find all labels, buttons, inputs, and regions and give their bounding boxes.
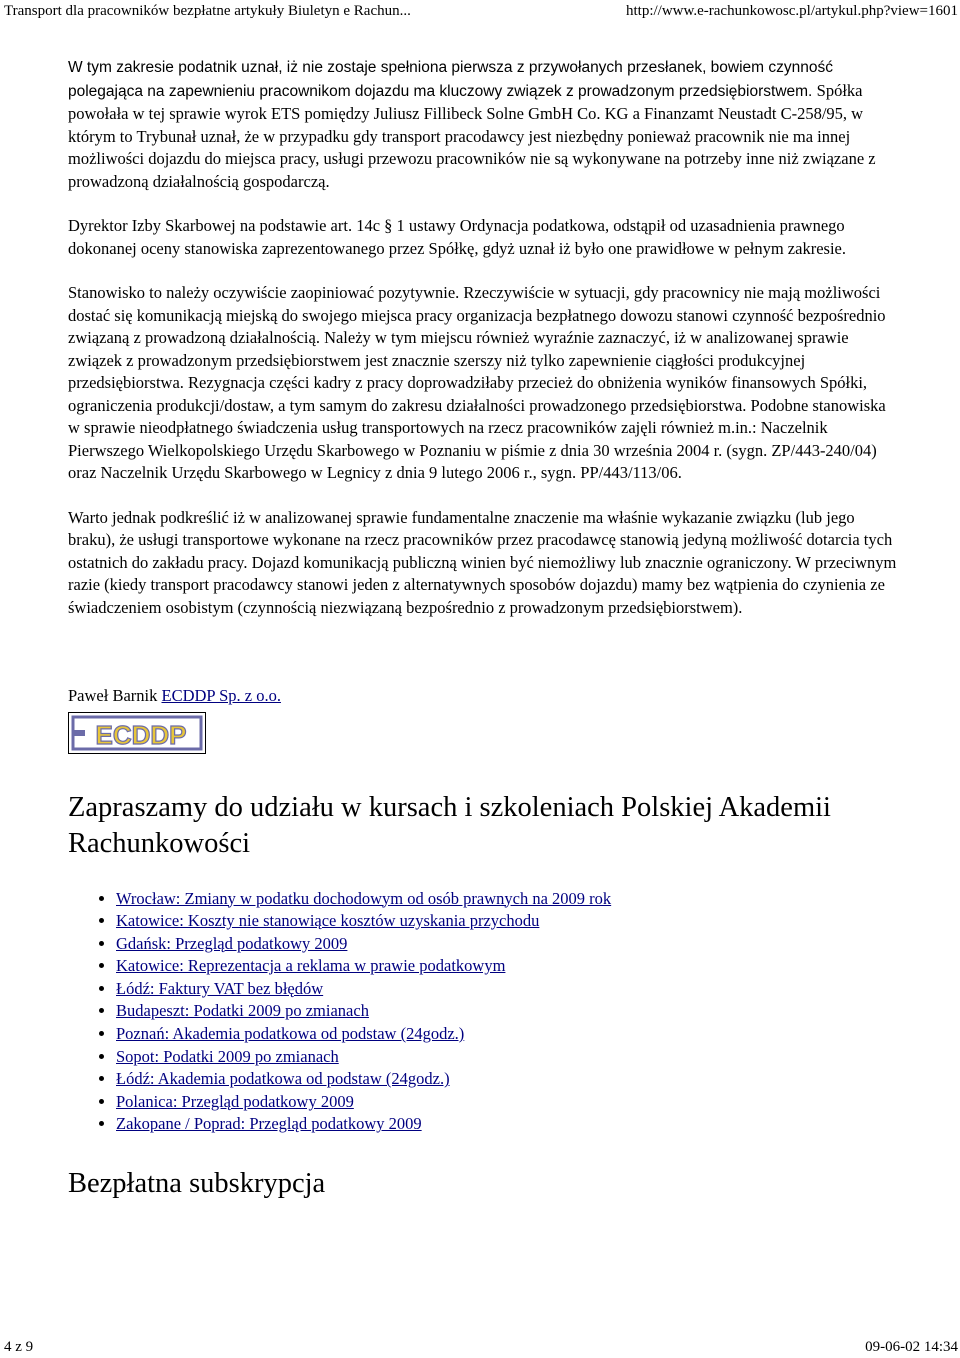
course-link[interactable]: Katowice: Reprezentacja a reklama w prawie podatkowym [116,956,506,976]
course-list-item [116,888,898,911]
author-name: Paweł Barnik [68,686,162,705]
page-url: http://www.e-rachunkowosc.pl/artykul.php?view=1601 [626,3,958,19]
page-title: Transport dla pracowników bezpłatne artykuły Biuletyn e Rachun... [4,3,411,19]
course-link[interactable]: Budapeszt: Podatki 2009 po zmianach [116,1001,369,1021]
course-list-item [116,1113,898,1136]
course-list-item [116,1068,898,1091]
course-list-item [116,1023,898,1046]
subscription-heading: Bezpłatna subskrypcja [68,1168,326,1200]
print-header [0,0,960,22]
course-list-item [116,1000,898,1023]
course-link[interactable]: Wrocław: Zmiany w podatku dochodowym od osób prawnych na 2009 rok [116,888,612,908]
course-link[interactable]: Katowice: Koszty nie stanowiące kosztów uzyskania przychodu [116,911,540,931]
course-link[interactable]: Poznań: Akademia podatkowa od podstaw (24godz.) [116,1024,465,1044]
paragraph-1-serif: Spółka powołała w tej sprawie wyrok ETS pomiędzy Juliusz Fillibeck Solne GmbH Co. KG a Finanzamt Neustadt C-258/95, w którym to Trybunał uznał, że w przypadku gdy transport pracodawcy jest niezbędny ponieważ pracownik nie ma innej możliwości dojazdu do miejsca pracy, usługi przewozu pracowników nie są wykonywane na potrzeby inne niż związane z prowadzoną działalnością gospodarczą. [68,80,876,191]
courses-heading: Zapraszamy do udziału w kursach i szkoleniach Polskiej Akademii Rachunkowości [68,791,831,859]
course-list-item [116,910,898,933]
paragraph-1-sans: W tym zakresie podatnik uznał, iż nie zostaje spełniona pierwsza z przywołanych przesłanek, bowiem czynność polegająca na zapewnieniu pracownikom dojazdu ma kluczowy związek z prowadzonym przedsiębiorstwem. [68,59,834,100]
author-line [68,685,898,708]
course-list-item [116,1091,898,1114]
paragraph-2: Dyrektor Izby Skarbowej na podstawie art. 14c § 1 ustawy Ordynacja podatkowa, odstąpił od uzasadnienia prawnego dokonanej oceny stanowiska zaprezentowanego przez Spółkę, gdyż uznał iż było one prawidłowe w pełnym zakresie. [68,216,846,258]
course-link[interactable]: Łódź: Akademia podatkowa od podstaw (24godz.) [116,1069,450,1089]
course-link[interactable]: Gdańsk: Przegląd podatkowy 2009 [116,933,348,953]
print-footer [0,1336,960,1358]
company-link[interactable]: ECDDP Sp. z o.o. [161,686,281,705]
course-link[interactable]: Sopot: Podatki 2009 po zmianach [116,1046,339,1066]
paragraph-3: Stanowisko to należy oczywiście zaopiniować pozytywnie. Rzeczywiście w sytuacji, gdy pracownicy nie mają możliwości dostać się komunikacją miejską do swojego miejsca pracy organizacja bezpłatnego dowozu stanowi czynność bezpośrednio związaną z prowadzoną działalnością. Należy w tym miejscu również wyraźnie zaznaczyć, iż w analizowanej sprawie związek z prowadzonym przedsiębiorstwem jest znacznie szerszy niż tylko zapewnienie ciągłości produkcyjnej przedsiębiorstwa. Rezygnacja części kadry z pracy doprowadziłaby przecież do obniżenia wyników finansowych Spółki, ograniczenia produkcji/dostaw, a tym samym do zakresu działalności prowadzonego przedsiębiorstwa. Podobne stanowiska w sprawie nieodpłatnego świadczenia usług transportowych na rzecz pracowników zajęli również m.in.: Naczelnik Pierwszego Wielkopolskiego Urzędu Skarbowego w Poznaniu w piśmie z dnia 30 września 2004 r. (sygn. ZP/443-240/04) oraz Naczelnik Urzędu Skarbowego w Legnicy z dnia 9 lutego 2006 r., sygn. PP/443/113/06. [68,283,886,482]
ecddp-logo[interactable] [68,712,206,754]
paragraph-4: Warto jednak podkreślić iż w analizowanej sprawie fundamentalne znaczenie ma właśnie wykazanie związku (lub jego braku), że usługi transportowe wykonane na rzecz pracowników przez pracodawcę stanowią jedyną możliwość dotarcia tych ostatnich do zakładu pracy. Dojazd komunikacją publiczną winien być niemożliwy lub znacznie ograniczony. W przeciwnym razie (kiedy transport pracodawcy stanowi jeden z alternatywnych sposobów dojazdu) mamy bez wątpienia do czynienia ze świadczeniem osobistym (czynnością niezwiązaną bezpośrednio z prowadzonym przedsiębiorstwem). [68,507,897,617]
course-link[interactable]: Łódź: Faktury VAT bez błędów [116,978,324,998]
courses-list [68,888,898,1137]
course-list-item [116,955,898,978]
page-number: 4 z 9 [4,1339,34,1355]
course-link[interactable]: Zakopane / Poprad: Przegląd podatkowy 2009 [116,1114,422,1134]
course-list-item [116,1046,898,1069]
course-link[interactable]: Polanica: Przegląd podatkowy 2009 [116,1091,354,1111]
course-list-item [116,978,898,1001]
logo-accent-bar [73,730,85,736]
print-timestamp: 09-06-02 14:34 [865,1339,958,1355]
logo-text: ECDDP [95,719,187,750]
course-list-item [116,933,898,956]
paragraph-1 [68,56,898,193]
article-content [68,56,898,1228]
